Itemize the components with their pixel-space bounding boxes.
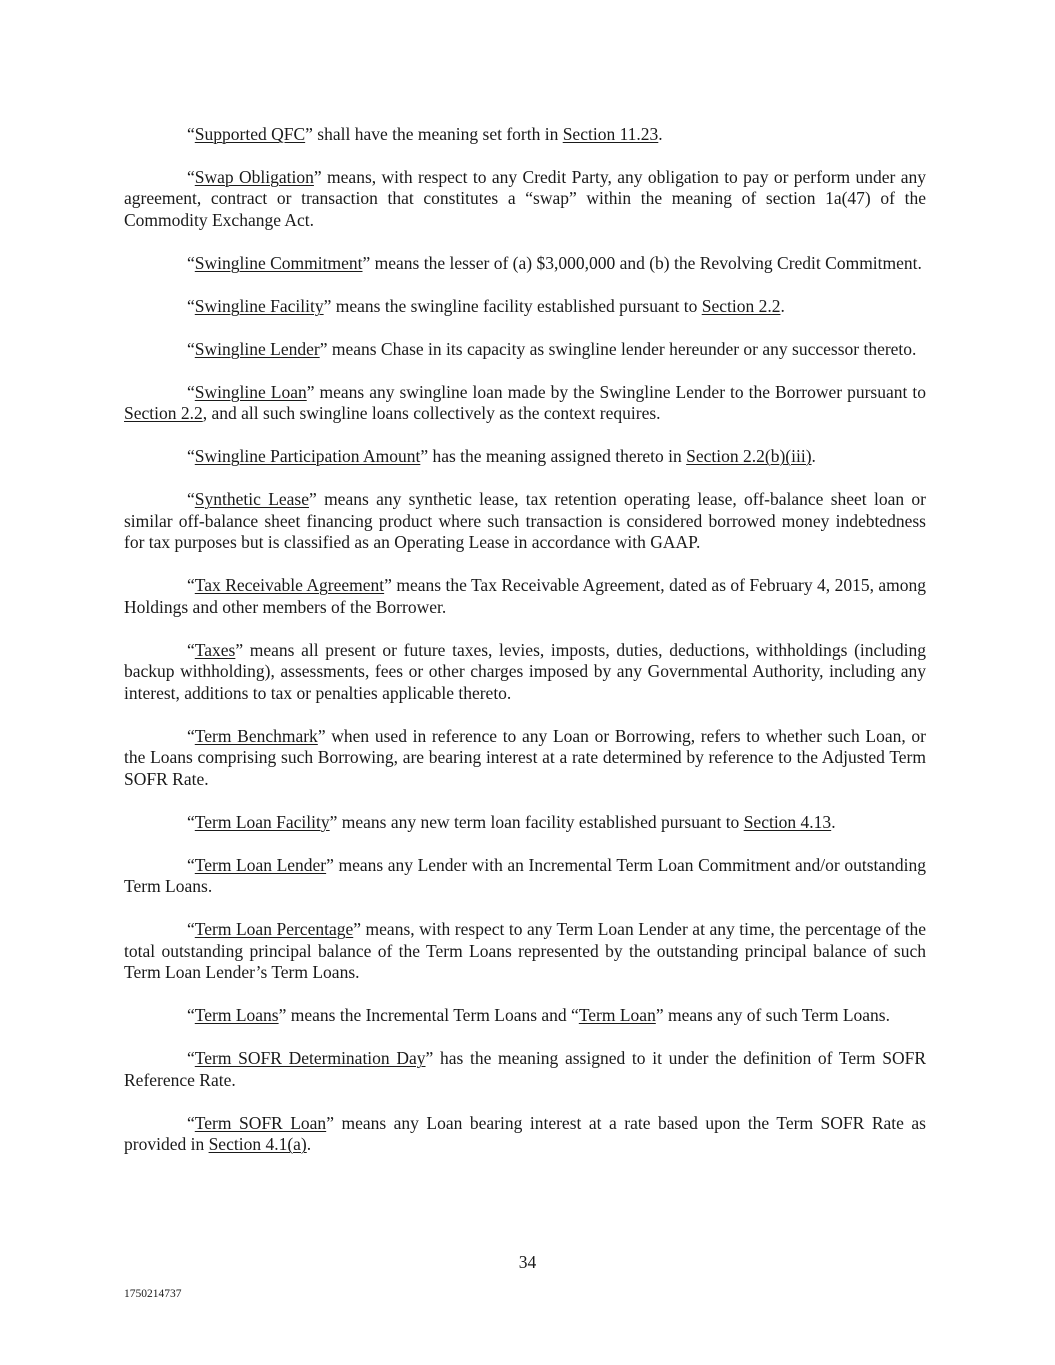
page-number: 34 <box>518 1252 537 1272</box>
definition-text: ” has the meaning assigned thereto in <box>420 446 687 467</box>
defined-term: Term Benchmark <box>194 725 318 746</box>
definition-text: “ <box>187 446 195 467</box>
definition-paragraph <box>124 1113 926 1156</box>
definition-text: ” means the Incremental Term Loans and “ <box>278 1005 579 1026</box>
definition-text: “ <box>187 489 195 510</box>
defined-term: Term SOFR Determination Day <box>194 1048 426 1069</box>
defined-term: Swingline Loan <box>194 381 307 402</box>
definition-text: ” means Chase in its capacity as swingline lender hereunder or any successor thereto. <box>319 338 917 359</box>
definition-text: “ <box>187 575 195 596</box>
definition-text: ” means any Loan bearing interest at a rate based upon the Term SOFR Rate as provided in <box>124 1112 926 1155</box>
definition-text: . <box>811 446 816 467</box>
defined-term: Supported QFC <box>194 124 306 144</box>
defined-term: Taxes <box>194 639 236 660</box>
definition-text: “ <box>187 295 195 316</box>
definition-text: “ <box>187 1048 195 1069</box>
defined-term: Term Loan Lender <box>194 854 327 875</box>
defined-term: Swingline Lender <box>194 338 320 359</box>
defined-term: Swingline Commitment <box>194 252 363 273</box>
definition-paragraph <box>124 253 926 275</box>
section-reference: Term Loan <box>578 1005 656 1026</box>
definition-text: “ <box>187 1112 195 1133</box>
definition-text: “ <box>187 338 195 359</box>
definition-paragraph <box>124 1005 926 1027</box>
definition-text: ” means any synthetic lease, tax retention operating lease, off-balance sheet loan or similar off-balance sheet financing product where such transaction is considered borrowed money indebtedness for tax purposes but is classified as an Operating Lease in accordance with GAAP. <box>124 489 926 553</box>
document-id: 1750214737 <box>124 1288 182 1300</box>
section-reference: Section 2.2(b)(iii) <box>686 446 812 467</box>
definition-text: . <box>658 124 663 144</box>
definition-text: “ <box>187 919 195 940</box>
definition-text: ” has the meaning assigned to it under the definition of Term SOFR Reference Rate. <box>124 1048 926 1090</box>
defined-term: Tax Receivable Agreement <box>194 575 385 596</box>
definition-text: ” when used in reference to any Loan or Borrowing, refers to whether such Loan, or the Loans comprising such Borrowing, are bearing interest at a rate determined by reference to the Adjusted Term SOFR Rate. <box>124 725 926 789</box>
defined-term: Synthetic Lease <box>194 489 309 510</box>
definition-text: , and all such swingline loans collectively as the context requires. <box>202 403 661 424</box>
defined-term: Swingline Facility <box>194 295 324 316</box>
definition-text: “ <box>187 252 195 273</box>
definition-text: “ <box>187 124 195 144</box>
definition-text: ” means any of such Term Loans. <box>655 1005 890 1026</box>
definition-text: “ <box>187 166 195 187</box>
definition-paragraph <box>124 919 926 984</box>
section-reference: Section 2.2 <box>124 403 203 424</box>
definition-text: . <box>306 1134 312 1155</box>
definition-paragraph <box>124 296 926 318</box>
definition-text: ” means any new term loan facility established pursuant to <box>329 811 744 832</box>
defined-term: Term Loan Percentage <box>194 919 354 940</box>
definition-text: “ <box>187 854 195 875</box>
definition-text: ” means, with respect to any Credit Party, any obligation to pay or perform under any agreement, contract or transaction that constitutes a “swap” within the meaning of section 1a(47) of the Commodity Exchange Act. <box>124 166 926 231</box>
defined-term: Term Loans <box>194 1005 279 1026</box>
definition-text: “ <box>187 1005 195 1026</box>
document-body <box>124 124 926 1177</box>
definition-text: “ <box>187 725 195 746</box>
definition-text: ” means the Tax Receivable Agreement, dated as of February 4, 2015, among Holdings and other members of the Borrower. <box>124 575 927 617</box>
definition-text: ” means, with respect to any Term Loan Lender at any time, the percentage of the total outstanding principal balance of the Term Loans represented by the outstanding principal balance of such Term Loan Lender’s Term Loans. <box>124 919 926 983</box>
definition-text: . <box>831 811 836 832</box>
definition-text: “ <box>187 381 195 402</box>
definition-paragraph <box>124 489 926 554</box>
definition-paragraph <box>124 1048 926 1091</box>
definition-text: ” shall have the meaning set forth in <box>305 124 563 144</box>
defined-term: Swingline Participation Amount <box>194 446 421 467</box>
definition-paragraph <box>124 575 926 618</box>
definition-paragraph <box>124 167 926 232</box>
definition-paragraph <box>124 726 926 791</box>
definition-text: “ <box>187 639 195 660</box>
definition-paragraph <box>124 855 926 898</box>
definition-text: ” means the swingline facility established pursuant to <box>323 295 702 316</box>
definition-paragraph <box>124 382 926 425</box>
section-reference: Section 4.13 <box>743 811 832 832</box>
section-reference: Section 4.1(a) <box>208 1134 307 1155</box>
section-reference: Section 11.23 <box>562 124 659 144</box>
definition-text: ” means all present or future taxes, levies, imposts, duties, deductions, withholdings (including backup withholding), assessments, fees or other charges imposed by any Governmental Authority, including any interest, additions to tax or penalties applicable thereto. <box>124 639 926 703</box>
definition-text: ” means any Lender with an Incremental Term Loan Commitment and/or outstanding Term Loans. <box>124 854 926 897</box>
definition-paragraph <box>124 640 926 705</box>
section-reference: Section 2.2 <box>701 295 781 316</box>
definition-text: ” means any swingline loan made by the Swingline Lender to the Borrower pursuant to <box>306 381 926 402</box>
definition-paragraph <box>124 446 926 468</box>
definition-paragraph <box>124 812 926 834</box>
defined-term: Swap Obligation <box>194 166 314 187</box>
definition-paragraph <box>124 339 926 361</box>
definition-text: . <box>780 295 785 316</box>
defined-term: Term Loan Facility <box>194 811 330 832</box>
definition-paragraph <box>124 124 926 146</box>
definition-text: “ <box>187 811 195 832</box>
defined-term: Term SOFR Loan <box>194 1112 327 1133</box>
definition-text: ” means the lesser of (a) $3,000,000 and (b) the Revolving Credit Commitment. <box>362 252 922 273</box>
